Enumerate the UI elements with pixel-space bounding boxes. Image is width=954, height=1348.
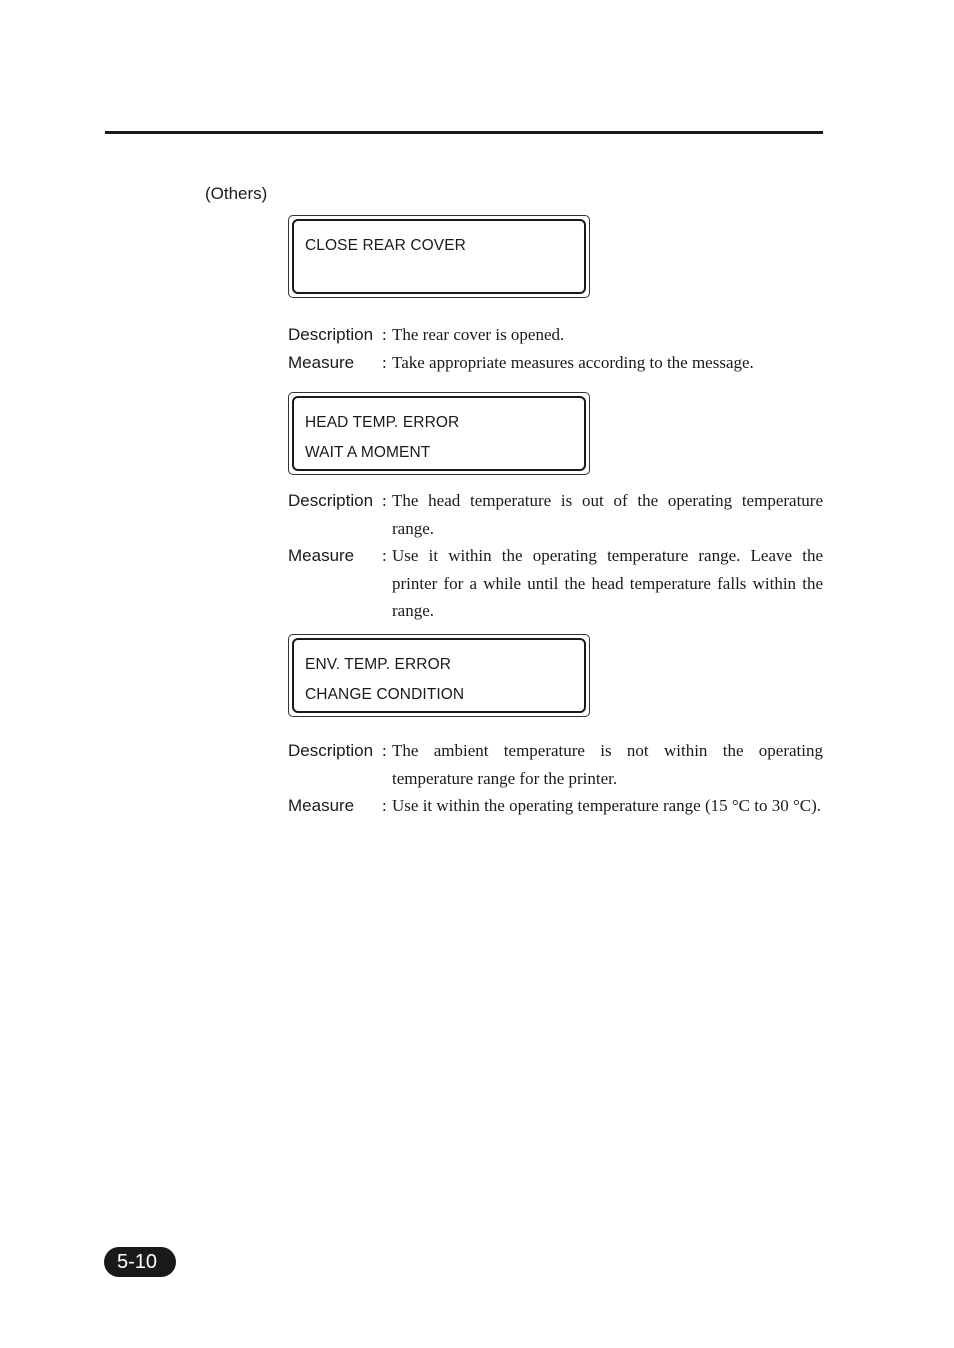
- colon: :: [382, 546, 387, 565]
- lcd-line-1: ENV. TEMP. ERROR: [305, 656, 452, 673]
- measure-text: Use it within the operating temperature range (15 °C to 30 °C).: [392, 796, 822, 815]
- colon: :: [382, 352, 387, 372]
- description-row: [288, 321, 823, 349]
- error-entry-close-rear-cover: [288, 321, 823, 376]
- colon: :: [382, 796, 387, 815]
- colon: :: [382, 491, 387, 510]
- description-label: Description: [288, 491, 374, 510]
- lcd-display-frame: [292, 219, 586, 294]
- description-text: The head temperature is out of the operating temperature range.: [392, 491, 823, 538]
- measure-row: [288, 542, 823, 625]
- measure-label: Measure: [288, 352, 355, 372]
- lcd-display-frame: [292, 638, 586, 713]
- lcd-line-1: CLOSE REAR COVER: [305, 237, 466, 254]
- measure-text: Take appropriate measures according to the message.: [392, 352, 754, 372]
- description-row: [288, 737, 823, 792]
- description-text: The ambient temperature is not within the operating temperature range for the printer.: [392, 741, 823, 788]
- colon: :: [382, 741, 387, 760]
- measure-label: Measure: [288, 546, 355, 565]
- description-label: Description: [288, 325, 374, 344]
- lcd-line-2: WAIT A MOMENT: [305, 444, 431, 461]
- colon: :: [382, 325, 387, 344]
- lcd-display-head-temp-error: [288, 392, 590, 475]
- description-label: Description: [288, 741, 374, 760]
- page-number: 5-10: [116, 1250, 158, 1273]
- lcd-line-2: CHANGE CONDITION: [305, 686, 465, 703]
- lcd-line-1: HEAD TEMP. ERROR: [305, 414, 460, 431]
- section-heading: (Others): [205, 184, 268, 203]
- lcd-display-frame: [292, 396, 586, 471]
- measure-row: [288, 792, 823, 820]
- description-text: The rear cover is opened.: [392, 325, 565, 344]
- page-number-badge: [104, 1247, 176, 1277]
- error-entry-env-temp-error: [288, 737, 823, 820]
- description-row: [288, 487, 823, 542]
- measure-row: [288, 349, 823, 377]
- header-rule: [105, 131, 823, 134]
- error-entry-head-temp-error: [288, 487, 823, 625]
- measure-text: Use it within the operating temperature range. Leave the printer for a while until the head temperature falls within the range.: [392, 546, 823, 620]
- measure-label: Measure: [288, 796, 355, 815]
- lcd-display-close-rear-cover: [288, 215, 590, 298]
- lcd-display-env-temp-error: [288, 634, 590, 717]
